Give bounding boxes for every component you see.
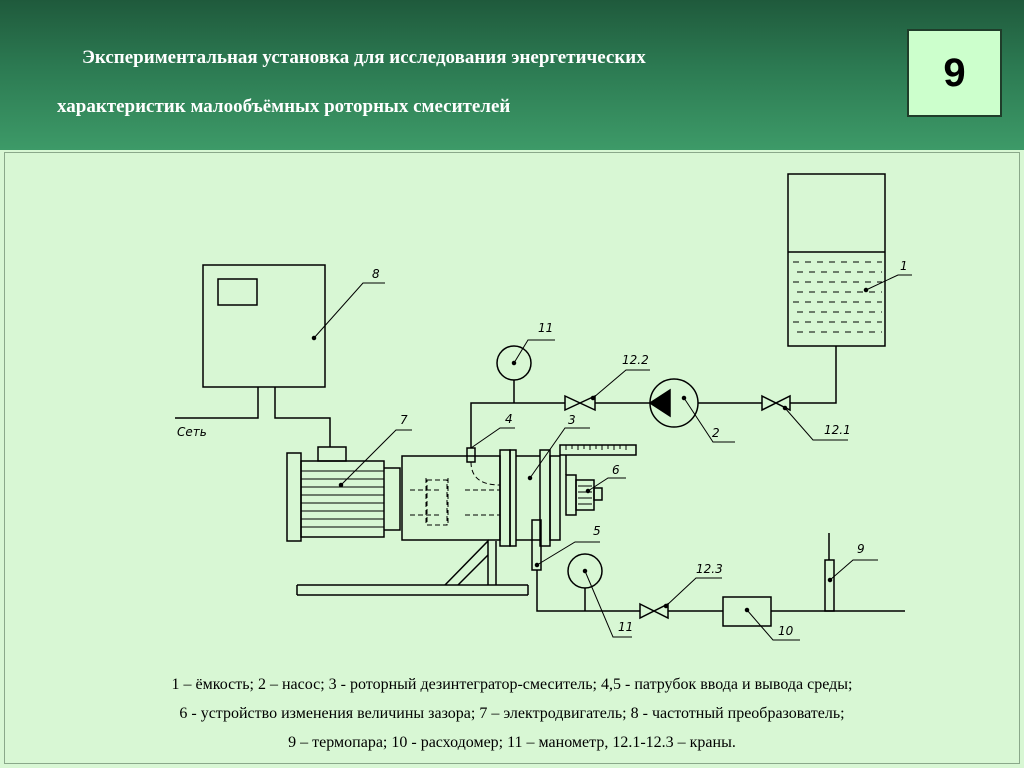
thermocouple-label: 9 [857, 542, 865, 556]
electric-motor [287, 430, 412, 541]
network-label: Сеть [177, 425, 207, 439]
support-frame [297, 541, 528, 595]
outlet-pipeline [537, 570, 905, 611]
tank [788, 174, 912, 346]
tank-label: 1 [900, 259, 908, 273]
valve-12-3 [640, 578, 722, 618]
legend-line-3: 9 – термопара; 10 - расходомер; 11 – манометр, 12.1-12.3 – краны. [288, 734, 736, 751]
gap-device-label: 6 [612, 463, 620, 477]
slide-title-line1: Экспериментальная установка для исследования энергетических [82, 47, 646, 68]
legend-line-2: 6 - устройство изменения величины зазора; 7 – электродвигатель; 8 - частотный преобразователь; [179, 705, 845, 722]
inlet-pipeline [471, 346, 836, 448]
gap-scale [560, 445, 636, 475]
pump-label: 2 [712, 426, 720, 440]
pump [650, 379, 735, 442]
inlet-label: 4 [505, 412, 513, 426]
converter-label: 8 [372, 267, 380, 281]
slide-title-line2: характеристик малообъёмных роторных смесителей [57, 96, 511, 117]
thermocouple [825, 533, 878, 611]
outlet-nozzle [532, 520, 600, 570]
motor-label: 7 [400, 413, 408, 427]
valve-12-3-label: 12.3 [696, 562, 723, 576]
valve-12-1-label: 12.1 [824, 423, 851, 437]
outlet-label: 5 [593, 524, 601, 538]
mixer-label: 3 [568, 413, 576, 427]
flowmeter-label: 10 [778, 624, 794, 638]
gap-adjust-device [566, 475, 626, 515]
legend-line-1: 1 – ёмкость; 2 – насос; 3 - роторный дезинтегратор-смеситель; 4,5 - патрубок ввода и вывода среды; [171, 676, 853, 693]
frequency-converter [203, 265, 385, 387]
manometer-top-label: 11 [538, 321, 554, 335]
manometer-bottom-label: 11 [618, 620, 634, 634]
valve-12-2 [565, 370, 650, 410]
valve-12-2-label: 12.2 [622, 353, 649, 367]
slide-number-badge: 9 [907, 29, 1002, 117]
manometer-top [497, 340, 555, 380]
